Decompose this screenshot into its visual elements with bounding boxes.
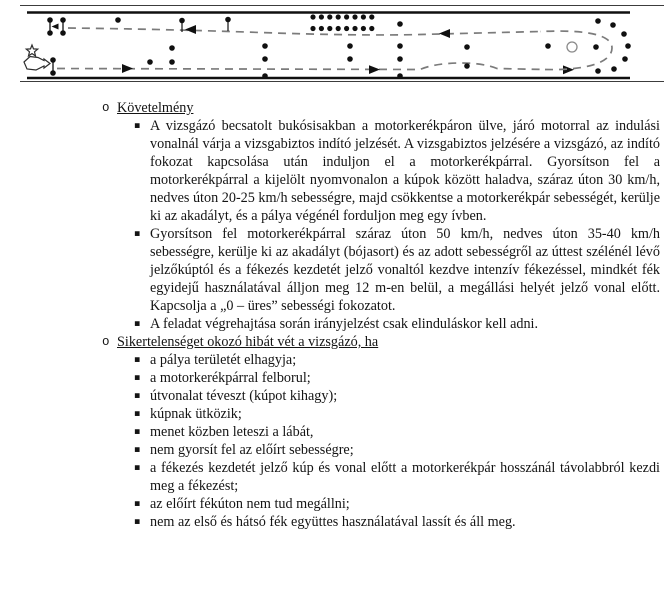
level2-bullet-icon: ▪ <box>134 120 141 131</box>
route-arrow-left-icon <box>185 25 196 34</box>
list-item <box>134 405 660 423</box>
course-diagram-svg <box>0 0 668 88</box>
list-item-text: menet közben leteszi a lábát, <box>150 424 314 440</box>
list-item-text: az előírt fékúton nem tud megállni; <box>150 496 350 512</box>
finish-gate <box>47 17 66 36</box>
list-item-text: A vizsgázó becsatolt bukósisakban a motorkerékpáron ülve, járó motorral az indulási vonalnál várja a vizsgabiztos indító jelzését. A vizsgabiztos jelzésére a vizsgázó, az indító fokozat kapcsolása után induljon el a motorkerékpárral. Gyorsítson fel a motorkerékpárral a kijelölt nyomvonalon a kúpok között haladva, száraz úton 30 km/h, nedves úton 20-25 km/h sebességre, majd csökkentse a motorkerékpár sebességét, kerülje ki az akadályt, és a pálya végénél forduljon meg egy ívben. <box>150 118 660 224</box>
list-item <box>134 369 660 387</box>
list-item <box>134 225 660 315</box>
section-heading-row <box>102 333 660 351</box>
level2-bullet-icon: ▪ <box>134 498 141 509</box>
level2-bullet-icon: ▪ <box>134 462 141 473</box>
failure-causes-list <box>102 351 660 531</box>
outline-list <box>102 99 660 531</box>
level2-bullet-icon: ▪ <box>134 318 141 329</box>
stop-marker-circle-icon <box>567 42 577 52</box>
level2-bullet-icon: ▪ <box>134 390 141 401</box>
list-item <box>134 117 660 225</box>
section-failure-causes <box>102 333 660 531</box>
list-item-text: nem gyorsít fel az előírt sebességre; <box>150 442 354 458</box>
list-item <box>134 513 660 531</box>
section-heading-row <box>102 99 660 117</box>
list-item-text: útvonalat téveszt (kúpot kihagy); <box>150 388 338 404</box>
list-item <box>134 495 660 513</box>
route-outbound <box>57 63 574 74</box>
start-gate <box>50 57 56 76</box>
level2-bullet-icon: ▪ <box>134 408 141 419</box>
list-item-text: a pálya területét elhagyja; <box>150 352 297 368</box>
route-arrow-right-icon <box>369 65 380 74</box>
list-item-text: a fékezés kezdetét jelző kúp és vonal előtt a motorkerékpár hosszánál távolabbról kezdi meg a fékezést; <box>150 460 660 494</box>
list-item <box>134 441 660 459</box>
slalom-cone-rows <box>310 14 374 31</box>
level2-bullet-icon: ▪ <box>134 372 141 383</box>
list-item <box>134 387 660 405</box>
list-item <box>134 423 660 441</box>
list-item <box>134 351 660 369</box>
course-diagram <box>0 0 668 88</box>
level2-bullet-icon: ▪ <box>134 444 141 455</box>
requirements-list <box>102 117 660 333</box>
route-arrow-right-icon <box>122 64 133 73</box>
list-item-text: kúpnak ütközik; <box>150 406 242 422</box>
list-item-text: a motorkerékpárral felborul; <box>150 370 311 386</box>
motorcycle-start-icon <box>24 45 50 70</box>
level2-bullet-icon: ▪ <box>134 516 141 527</box>
section-heading: Sikertelenséget okozó hibát vét a vizsgázó, ha <box>117 334 379 350</box>
turnaround-arc-cones <box>595 18 631 74</box>
level2-bullet-icon: ▪ <box>134 228 141 239</box>
route-return <box>68 25 540 38</box>
finish-arrow-icon <box>52 24 59 30</box>
list-item <box>134 459 660 495</box>
section-requirements <box>102 99 660 333</box>
list-item-text: A feladat végrehajtása során irányjelzést csak elinduláskor kell adni. <box>150 316 539 332</box>
list-item-text: nem az első és hátsó fék együttes használatával lassít és áll meg. <box>150 514 516 530</box>
level2-bullet-icon: ▪ <box>134 354 141 365</box>
route-arrow-left-icon <box>439 29 450 38</box>
level1-bullet: o <box>102 101 110 115</box>
section-heading: Követelmény <box>117 100 194 116</box>
document-body <box>0 88 668 531</box>
list-item <box>134 315 660 333</box>
list-item-text: Gyorsítson fel motorkerékpárral száraz úton 50 km/h, nedves úton 35-40 km/h sebességre, kerülje ki az akadályt (bójasort) és az adott sebességről az úttest szélénél lévő jelzőkúptól és a fékezés kezdetét jelző vonaltól kezdve intenzív fékezéssel, mindkét fék egyidejű használatával álljon meg 12 m-en belül, a megállási helyét jelző vonal előtt. Kapcsolja a „0 – üres” sebességi fokozatot. <box>150 226 660 314</box>
level2-bullet-icon: ▪ <box>134 426 141 437</box>
level1-bullet: o <box>102 335 110 349</box>
